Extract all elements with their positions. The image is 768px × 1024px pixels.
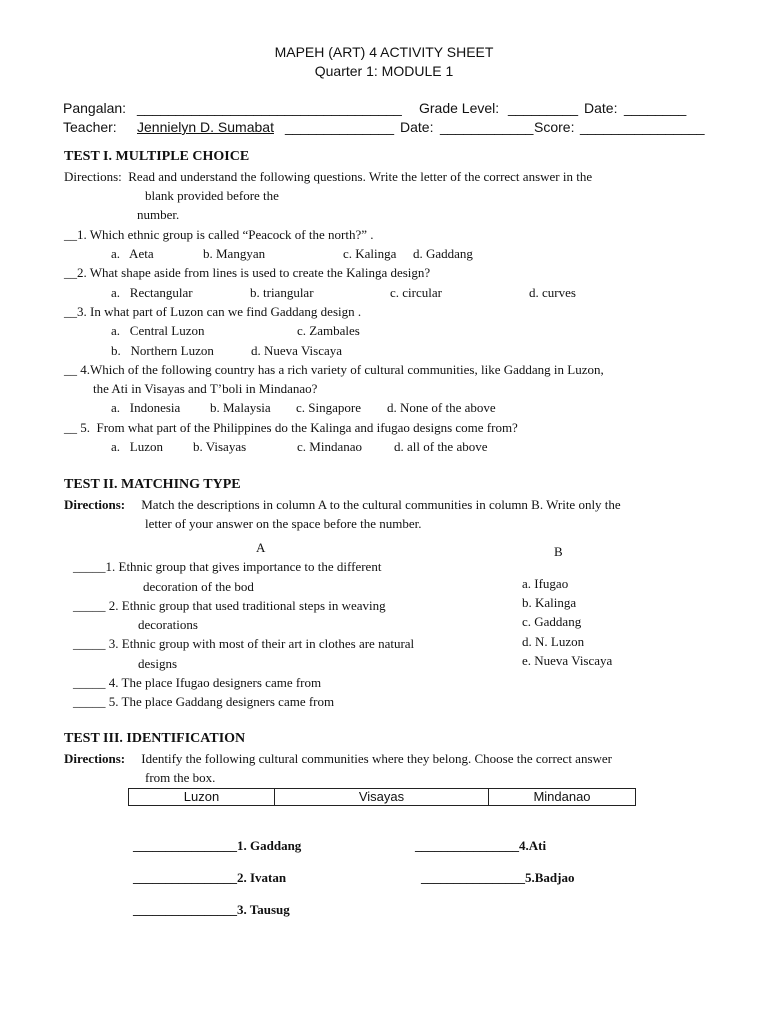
page-subtitle: Quarter 1: MODULE 1	[314, 63, 454, 79]
identify-item-3: ________________3. Tausug	[133, 902, 290, 917]
identify-item-1: ________________1. Gaddang	[133, 838, 302, 853]
grade-level-field[interactable]: _________	[508, 100, 579, 116]
choice-a: a. Ifugao	[522, 576, 569, 591]
match-item-4: _____ 4. The place Ifugao designers came from	[73, 675, 322, 690]
q4-option-c: c. Singapore	[296, 400, 361, 415]
q2-option-d: d. curves	[529, 285, 576, 300]
question-5: __ 5. From what part of the Philippines do the Kalinga and ifugao designs come from?	[64, 420, 518, 435]
box-visayas: Visayas	[275, 789, 489, 805]
q3-option-d: d. Nueva Viscaya	[251, 343, 343, 358]
choice-d: d. N. Luzon	[522, 634, 585, 649]
q1-option-a: a. Aeta	[111, 246, 154, 261]
test3-directions-cont: from the box.	[145, 770, 216, 785]
date-field[interactable]: ________	[624, 100, 687, 116]
q2-option-c: c. circular	[390, 285, 442, 300]
q5-option-a: a. Luzon	[111, 439, 163, 454]
q4-option-d: d. None of the above	[387, 400, 496, 415]
match-item-1-cont: decoration of the bod	[143, 579, 254, 594]
identify-item-5: ________________5.Badjao	[421, 870, 575, 885]
question-4: __ 4.Which of the following country has a rich variety of cultural communities, like Gaddang in Luzon,	[64, 362, 604, 377]
grade-level-label: Grade Level:	[419, 100, 500, 116]
test2-directions-label: Directions:	[64, 497, 126, 512]
q1-option-c: c. Kalinga	[343, 246, 397, 261]
test3-directions: Identify the following cultural communities where they belong. Choose the correct answer	[138, 751, 612, 766]
test2-directions-cont: letter of your answer on the space before the number.	[145, 516, 422, 531]
column-a-header: A	[256, 540, 266, 555]
question-3: __3. In what part of Luzon can we find Gaddang design .	[64, 304, 362, 319]
match-item-2: _____ 2. Ethnic group that used traditional steps in weaving	[73, 598, 386, 613]
q5-option-b: b. Visayas	[193, 439, 247, 454]
question-4-cont: the Ati in Visayas and T’boli in Mindanao?	[93, 381, 318, 396]
match-item-3: _____ 3. Ethnic group with most of their art in clothes are natural	[73, 636, 415, 651]
choice-b: b. Kalinga	[522, 595, 577, 610]
answer-box	[128, 788, 636, 806]
q5-option-d: d. all of the above	[394, 439, 488, 454]
match-item-1: _____1. Ethnic group that gives importance to the different	[73, 559, 382, 574]
teacher-blank: ______________	[285, 119, 395, 135]
q3-option-b: b. Northern Luzon	[111, 343, 214, 358]
q3-option-c: c. Zambales	[297, 323, 360, 338]
q1-option-b: b. Mangyan	[203, 246, 266, 261]
date2-field[interactable]: ____________	[440, 119, 534, 135]
match-item-5: _____ 5. The place Gaddang designers came from	[73, 694, 335, 709]
choice-c: c. Gaddang	[522, 614, 582, 629]
q2-option-a: a. Rectangular	[111, 285, 193, 300]
q5-option-c: c. Mindanao	[297, 439, 362, 454]
choice-e: e. Nueva Viscaya	[522, 653, 613, 668]
q3-option-a: a. Central Luzon	[111, 323, 205, 338]
test3-directions-label: Directions:	[64, 751, 126, 766]
test1-directions-cont2: number.	[137, 207, 180, 222]
column-b-header: B	[554, 544, 563, 559]
score-field[interactable]: ________________	[580, 119, 705, 135]
test1-directions-cont: blank provided before the	[145, 188, 279, 203]
box-luzon: Luzon	[129, 789, 275, 805]
match-item-3-cont: designs	[138, 656, 177, 671]
q4-option-b: b. Malaysia	[210, 400, 271, 415]
name-field[interactable]: __________________________________	[137, 100, 402, 116]
test2-directions: Match the descriptions in column A to the cultural communities in column B. Write only the	[138, 497, 621, 512]
q2-option-b: b. triangular	[250, 285, 314, 300]
date-label: Date:	[584, 100, 618, 116]
question-1: __1. Which ethnic group is called “Peacock of the north?” .	[64, 227, 374, 242]
name-label: Pangalan:	[63, 100, 127, 116]
teacher-label: Teacher:	[63, 119, 117, 135]
q4-option-a: a. Indonesia	[111, 400, 181, 415]
teacher-name: Jennielyn D. Sumabat	[137, 119, 274, 135]
q1-option-d: d. Gaddang	[413, 246, 473, 261]
score-label: Score:	[534, 119, 575, 135]
test1-directions: Directions: Read and understand the following questions. Write the letter of the correct answer in the	[64, 169, 593, 184]
identify-item-2: ________________2. Ivatan	[133, 870, 287, 885]
date2-label: Date:	[400, 119, 434, 135]
match-item-2-cont: decorations	[138, 617, 198, 632]
page-title: MAPEH (ART) 4 ACTIVITY SHEET	[274, 44, 494, 60]
question-2: __2. What shape aside from lines is used to create the Kalinga design?	[64, 265, 431, 280]
box-mindanao: Mindanao	[533, 789, 591, 804]
test2-heading: TEST II. MATCHING TYPE	[64, 477, 241, 492]
test3-heading: TEST III. IDENTIFICATION	[64, 731, 246, 746]
test1-heading: TEST I. MULTIPLE CHOICE	[64, 149, 250, 164]
identify-item-4: ________________4.Ati	[415, 838, 547, 853]
